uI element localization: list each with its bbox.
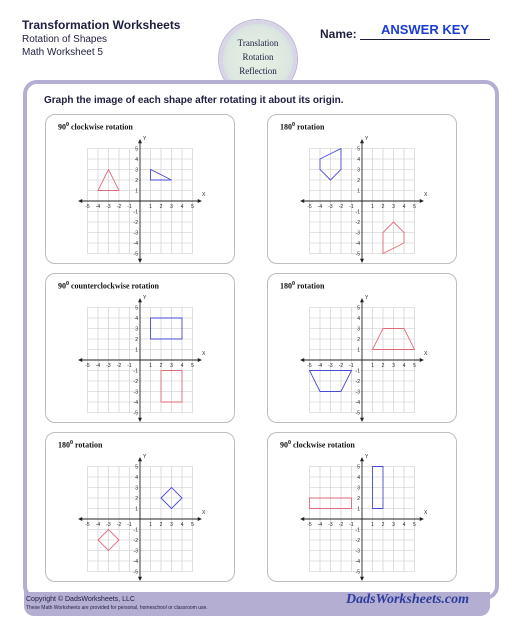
x-tick-label: -5 [85, 363, 90, 369]
x-arrow [420, 199, 424, 203]
x-tick-label: 5 [191, 204, 194, 210]
y-tick-label: 4 [135, 475, 138, 481]
x-tick-label: 2 [159, 363, 163, 369]
x-tick-label: -3 [106, 363, 111, 369]
y-tick-label: -4 [355, 400, 360, 406]
x-tick-label: -2 [116, 204, 122, 210]
y-tick-label: 5 [357, 305, 360, 312]
y-tick-label: 4 [357, 316, 360, 322]
x-tick-label: 4 [402, 363, 406, 369]
x-tick-label: -3 [328, 522, 333, 528]
usage-note: These Math Worksheets are provided for personal, homeschool or classroom use. [26, 605, 208, 611]
x-tick-label: -2 [116, 363, 122, 369]
worksheet-number: Math Worksheet 5 [22, 47, 103, 58]
x-tick-label: -4 [317, 363, 323, 369]
y-axis-label: Y [143, 454, 147, 461]
x-tick-label: -5 [307, 522, 312, 528]
x-tick-label: 3 [392, 363, 395, 369]
x-tick-label: 1 [371, 363, 374, 369]
y-tick-label: 4 [357, 157, 360, 163]
y-arrow-bottom [138, 577, 142, 581]
logo-line-rotation: Rotation [242, 52, 274, 62]
coordinate-plane [46, 433, 234, 581]
y-tick-label: -1 [133, 209, 138, 216]
x-tick-label: -4 [317, 522, 323, 528]
y-tick-label: 1 [357, 188, 360, 195]
y-tick-label: 5 [357, 146, 360, 153]
y-arrow [138, 298, 142, 302]
y-axis-label: Y [143, 136, 147, 143]
x-tick-label: 5 [413, 363, 416, 369]
problem-label: $90^0$ counterclockwise rotation [58, 281, 159, 291]
y-tick-label: 1 [357, 347, 360, 354]
y-tick-label: -2 [355, 538, 360, 544]
y-tick-label: 2 [357, 178, 360, 184]
y-tick-label: 5 [135, 464, 138, 471]
x-tick-label: -2 [338, 363, 344, 369]
x-tick-label: 5 [191, 363, 194, 369]
y-tick-label: -3 [133, 548, 138, 555]
x-axis-label: X [423, 510, 428, 516]
x-axis-label: X [201, 192, 206, 198]
x-tick-label: 2 [381, 363, 385, 369]
y-tick-label: -3 [355, 389, 360, 396]
y-tick-label: 2 [135, 496, 138, 502]
y-arrow [138, 457, 142, 461]
x-tick-label: -1 [127, 363, 132, 369]
y-tick-label: 3 [135, 485, 138, 492]
y-tick-label: 2 [357, 496, 360, 502]
x-tick-label: 3 [170, 522, 173, 528]
x-tick-label: 4 [180, 204, 184, 210]
x-tick-label: 1 [149, 363, 152, 369]
y-tick-label: 2 [135, 178, 138, 184]
y-tick-label: 3 [357, 167, 360, 174]
y-tick-label: 1 [135, 506, 138, 513]
x-tick-label: 3 [392, 522, 395, 528]
y-arrow-bottom [360, 418, 364, 422]
coordinate-plane [46, 274, 234, 422]
x-axis-label: X [423, 192, 428, 198]
x-arrow-left [78, 199, 82, 203]
problem-card-6 [267, 432, 457, 582]
x-tick-label: -5 [85, 522, 90, 528]
y-tick-label: 3 [135, 167, 138, 174]
y-arrow-bottom [138, 418, 142, 422]
y-tick-label: -4 [355, 559, 360, 565]
x-arrow [198, 199, 202, 203]
x-axis-label: X [201, 351, 206, 357]
x-axis-label: X [201, 510, 206, 516]
y-arrow [138, 139, 142, 143]
x-tick-label: -5 [307, 204, 312, 210]
y-tick-label: -5 [355, 569, 360, 576]
problem-label: $180^0$ rotation [58, 440, 103, 450]
y-tick-label: 4 [135, 157, 138, 163]
y-axis-label: Y [143, 295, 147, 302]
y-tick-label: -3 [133, 389, 138, 396]
x-tick-label: 4 [180, 522, 184, 528]
x-tick-label: 4 [402, 204, 406, 210]
x-tick-label: 3 [170, 363, 173, 369]
problem-card-5 [45, 432, 235, 582]
problem-card-4 [267, 273, 457, 423]
y-tick-label: 5 [357, 464, 360, 471]
coordinate-plane [268, 274, 456, 422]
y-tick-label: 2 [135, 337, 138, 343]
x-tick-label: -4 [95, 363, 101, 369]
worksheet-header [0, 0, 512, 80]
y-tick-label: 3 [357, 485, 360, 492]
x-arrow-left [78, 358, 82, 362]
x-tick-label: 1 [149, 204, 152, 210]
y-tick-label: -1 [355, 368, 360, 375]
problem-label: $90^0$ clockwise rotation [58, 122, 133, 132]
x-tick-label: -3 [106, 204, 111, 210]
x-tick-label: 2 [159, 522, 163, 528]
problem-card-1 [45, 114, 235, 264]
y-tick-label: -4 [133, 241, 138, 247]
y-tick-label: 1 [135, 347, 138, 354]
worksheet-title: Transformation Worksheets [22, 18, 181, 32]
worksheet-subtitle: Rotation of Shapes [22, 34, 108, 45]
y-tick-label: 4 [135, 316, 138, 322]
y-tick-label: 5 [135, 305, 138, 312]
logo-line-translation: Translation [237, 38, 279, 48]
x-tick-label: -5 [85, 204, 90, 210]
y-arrow-bottom [138, 259, 142, 263]
problem-label: $180^0$ rotation [280, 281, 325, 291]
x-tick-label: -1 [349, 522, 354, 528]
y-tick-label: -2 [355, 379, 360, 385]
brand-logo: DadsWorksheets.com [346, 592, 470, 607]
y-tick-label: -3 [355, 230, 360, 237]
x-arrow [420, 358, 424, 362]
y-tick-label: -5 [133, 251, 138, 258]
x-tick-label: 1 [371, 522, 374, 528]
problem-label: $90^0$ clockwise rotation [280, 440, 355, 450]
y-tick-label: -5 [355, 251, 360, 258]
y-tick-label: -2 [133, 220, 138, 226]
x-tick-label: 1 [371, 204, 374, 210]
coordinate-plane [46, 115, 234, 263]
y-axis-label: Y [365, 295, 369, 302]
y-tick-label: 1 [357, 506, 360, 513]
x-tick-label: 4 [180, 363, 184, 369]
x-arrow-left [300, 517, 304, 521]
y-tick-label: -2 [133, 538, 138, 544]
x-arrow-left [300, 199, 304, 203]
x-arrow-left [300, 358, 304, 362]
x-tick-label: 3 [170, 204, 173, 210]
x-tick-label: -1 [127, 522, 132, 528]
x-tick-label: 5 [413, 522, 416, 528]
coordinate-plane [268, 433, 456, 581]
logo-line-reflection: Reflection [239, 66, 277, 76]
y-tick-label: -1 [355, 527, 360, 534]
x-tick-label: -5 [307, 363, 312, 369]
y-tick-label: 2 [357, 337, 360, 343]
y-axis-label: Y [365, 454, 369, 461]
problem-label: $180^0$ rotation [280, 122, 325, 132]
coordinate-plane [268, 115, 456, 263]
y-tick-label: -4 [133, 400, 138, 406]
x-arrow [198, 517, 202, 521]
x-tick-label: 5 [413, 204, 416, 210]
y-tick-label: -1 [133, 368, 138, 375]
x-tick-label: -2 [338, 204, 344, 210]
copyright-text: Copyright © DadsWorksheets, LLC [26, 596, 135, 603]
x-tick-label: -4 [95, 522, 101, 528]
x-tick-label: -1 [349, 204, 354, 210]
y-arrow-bottom [360, 259, 364, 263]
y-tick-label: -5 [355, 410, 360, 417]
y-tick-label: -3 [133, 230, 138, 237]
y-arrow [360, 139, 364, 143]
y-arrow-bottom [360, 577, 364, 581]
x-arrow [420, 517, 424, 521]
y-tick-label: 3 [135, 326, 138, 333]
y-tick-label: -1 [133, 527, 138, 534]
y-tick-label: -4 [133, 559, 138, 565]
y-tick-label: -2 [355, 220, 360, 226]
y-tick-label: 3 [357, 326, 360, 333]
x-tick-label: -3 [106, 522, 111, 528]
y-tick-label: 1 [135, 188, 138, 195]
y-tick-label: -5 [133, 569, 138, 576]
y-axis-label: Y [365, 136, 369, 143]
y-tick-label: 4 [357, 475, 360, 481]
x-arrow-left [78, 517, 82, 521]
name-field[interactable]: ANSWER KEY [360, 22, 490, 40]
y-arrow [360, 298, 364, 302]
x-axis-label: X [423, 351, 428, 357]
x-tick-label: 3 [392, 204, 395, 210]
x-tick-label: -4 [317, 204, 323, 210]
y-tick-label: -1 [355, 209, 360, 216]
y-tick-label: -3 [355, 548, 360, 555]
x-tick-label: 5 [191, 522, 194, 528]
problem-card-3 [45, 273, 235, 423]
x-tick-label: -3 [328, 363, 333, 369]
x-tick-label: 2 [381, 204, 385, 210]
problem-card-2 [267, 114, 457, 264]
x-tick-label: 1 [149, 522, 152, 528]
x-tick-label: -4 [95, 204, 101, 210]
x-tick-label: -2 [116, 522, 122, 528]
y-arrow [360, 457, 364, 461]
instructions: Graph the image of each shape after rotating it about its origin. [44, 95, 344, 106]
x-arrow [198, 358, 202, 362]
y-tick-label: 5 [135, 146, 138, 153]
y-tick-label: -4 [355, 241, 360, 247]
x-tick-label: -3 [328, 204, 333, 210]
x-tick-label: -2 [338, 522, 344, 528]
y-tick-label: -5 [133, 410, 138, 417]
name-label: Name: [320, 27, 357, 41]
x-tick-label: -1 [127, 204, 132, 210]
y-tick-label: -2 [133, 379, 138, 385]
x-tick-label: -1 [349, 363, 354, 369]
x-tick-label: 4 [402, 522, 406, 528]
x-tick-label: 2 [159, 204, 163, 210]
x-tick-label: 2 [381, 522, 385, 528]
